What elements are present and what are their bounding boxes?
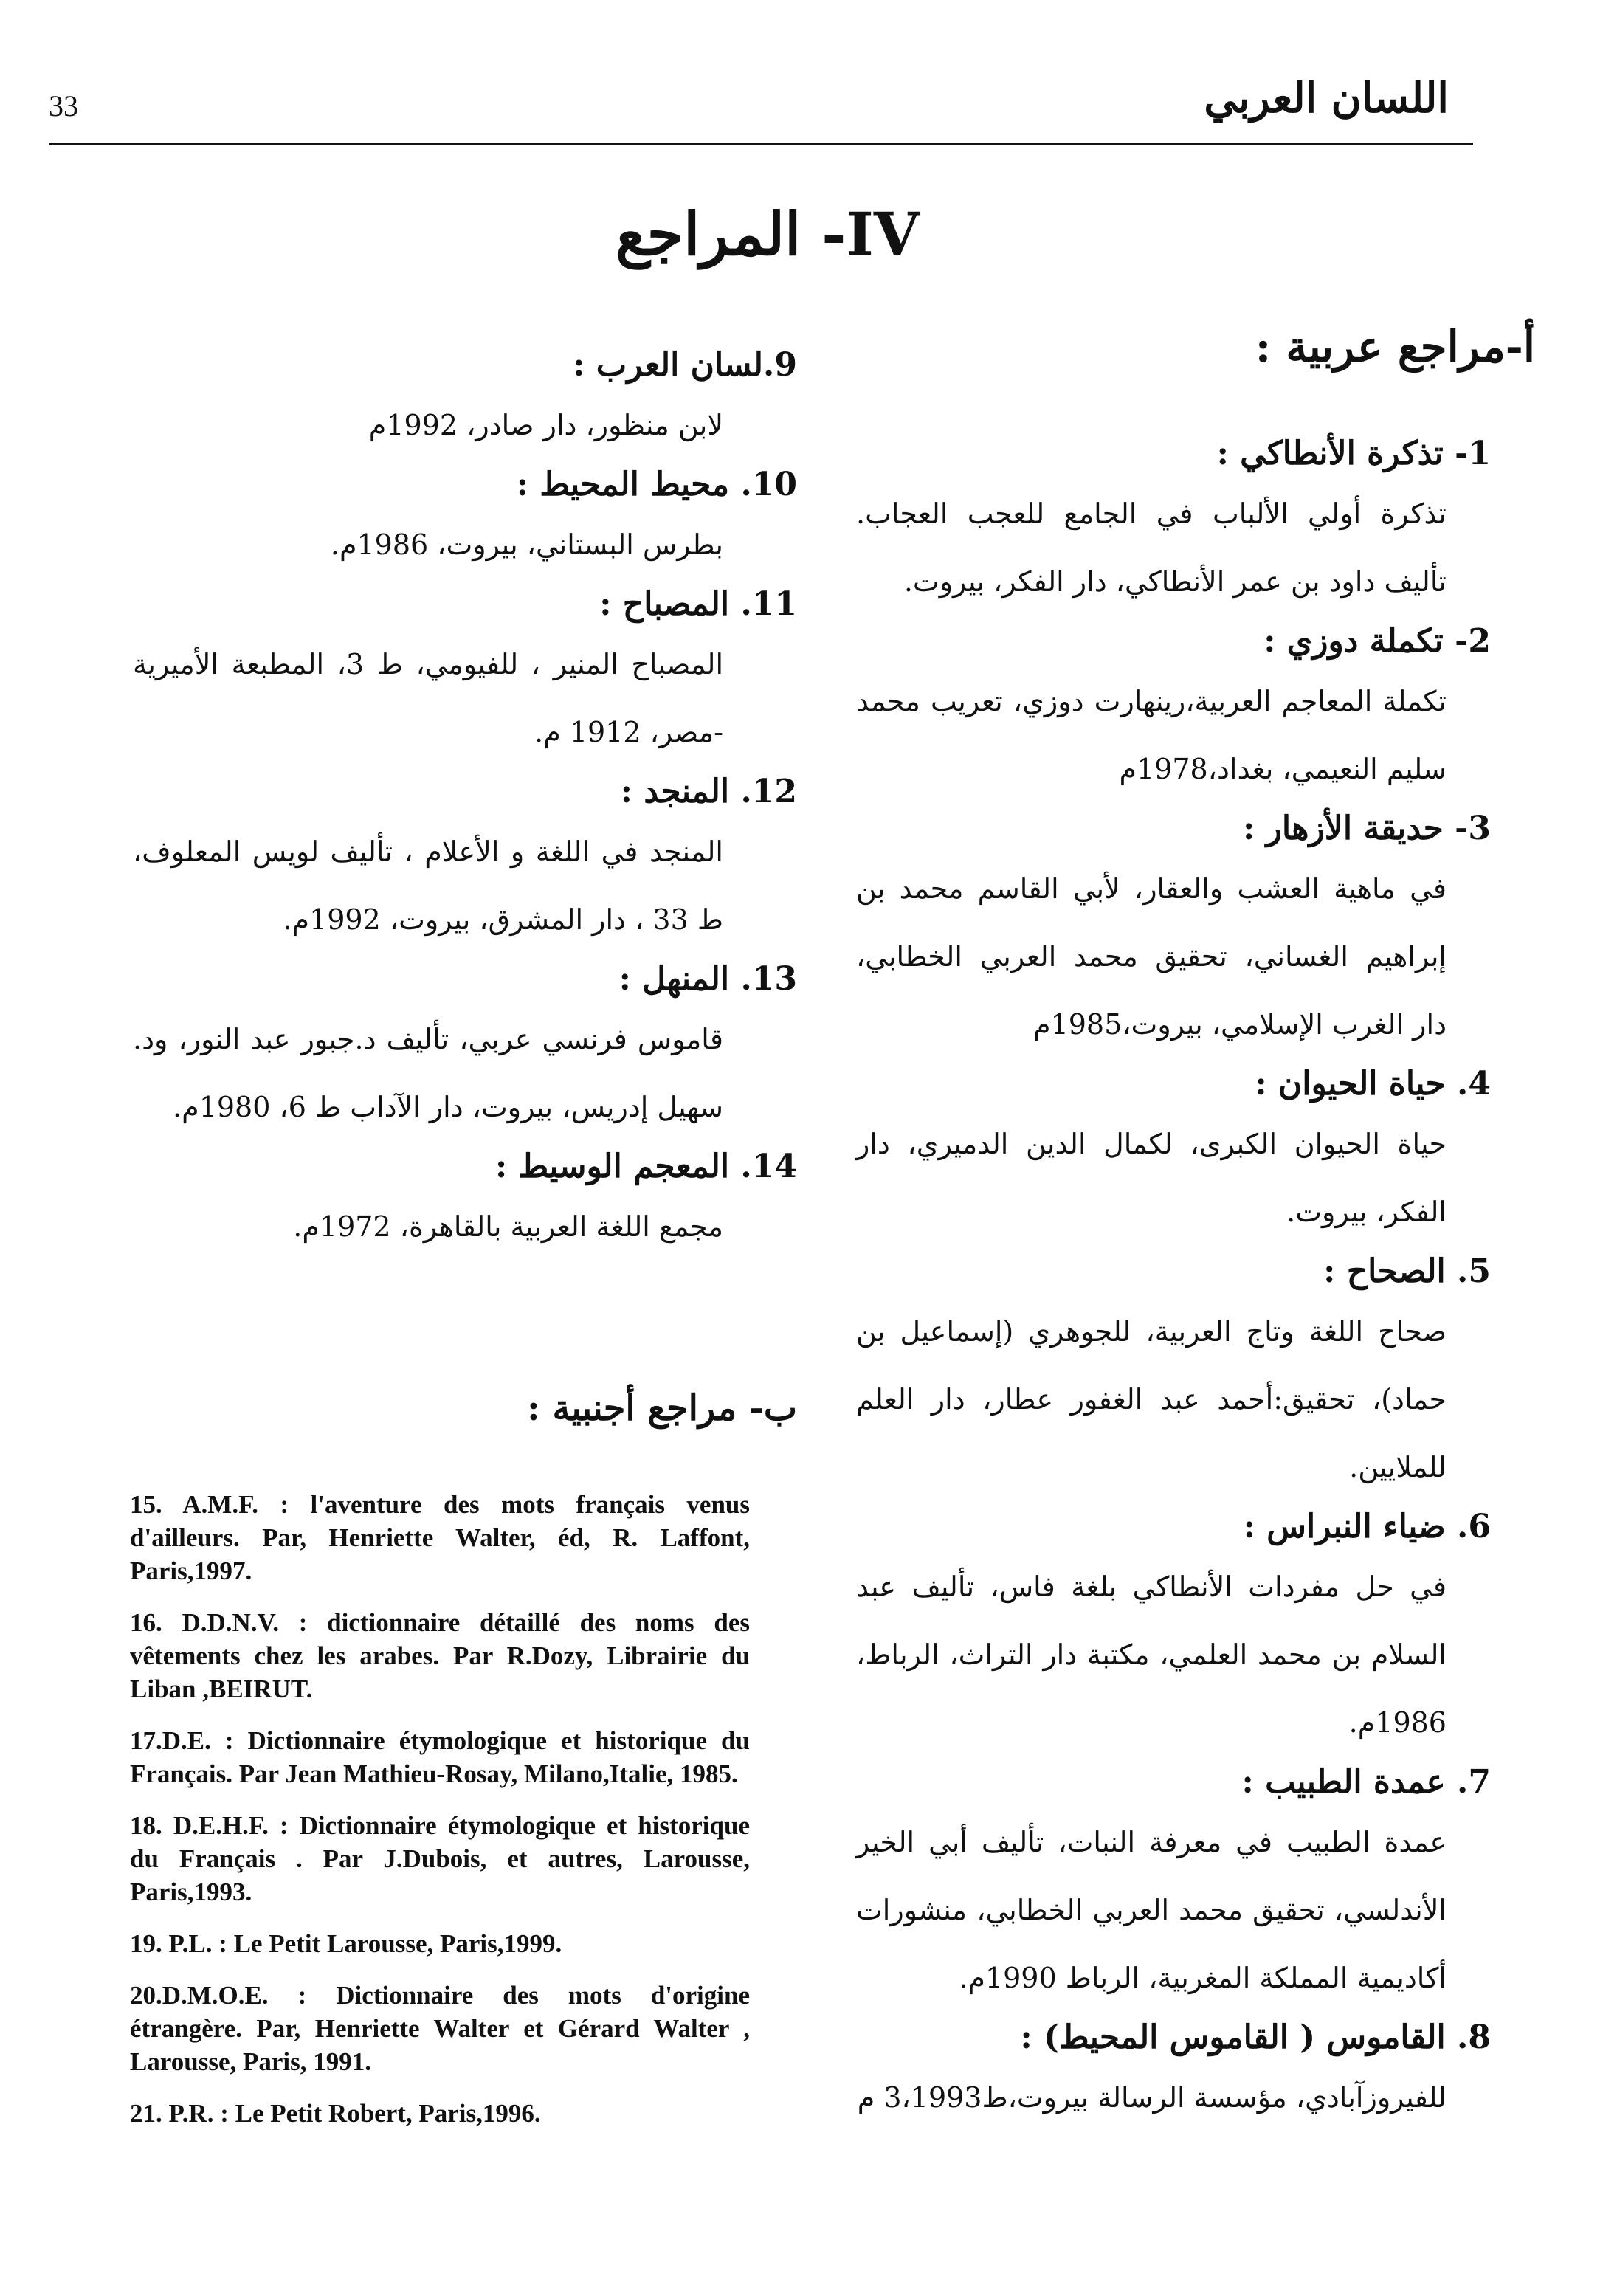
foreign-reference: 16. D.D.N.V. : dictionnaire détaillé des noms des vêtements chez les arabes. Par R.Dozy, Librairie du Liban ,BEIRUT. (130, 1608, 750, 1703)
foreign-reference: 15. A.M.F. : l'aventure des mots français venus d'ailleurs. Par, Henriette Walter, éd, R. Laffont, Paris,1997. (130, 1490, 750, 1585)
reference-title: 13. المنهل : (618, 960, 797, 998)
arabic-references-column-right (856, 317, 1535, 2131)
reference-title: 7. عمدة الطبيب : (1241, 1763, 1491, 1801)
reference-entry (133, 954, 797, 1141)
reference-entry (856, 1757, 1535, 2012)
main-heading-text: المراجع (616, 199, 801, 269)
main-heading-separator: - (821, 199, 847, 269)
foreign-references-list (130, 1488, 750, 2148)
main-heading-numeral: IV (846, 199, 920, 269)
foreign-reference: 19. P.L. : Le Petit Larousse, Paris,1999. (130, 1929, 562, 1958)
reference-title: 11. المصباح : (599, 585, 797, 623)
reference-title: 8. القاموس ( القاموس المحيط) : (1020, 2019, 1491, 2056)
reference-body: لابن منظور، دار صادر، 1992م (368, 409, 723, 441)
arabic-references-column-left (133, 339, 797, 1261)
foreign-reference: 18. D.E.H.F. : Dictionnaire étymologique et historique du Français . Par J.Dubois, et autres, Larousse, Paris,1993. (130, 1811, 750, 1906)
reference-title: 12. المنجد : (620, 773, 797, 810)
reference-entry (856, 616, 1535, 803)
reference-title: 6. ضياء النبراس : (1243, 1508, 1491, 1545)
reference-body: تكملة المعاجم العربية،رينهارت دوزي، تعريب محمد سليم النعيمي، بغداد،1978م (856, 685, 1447, 785)
reference-body: قاموس فرنسي عربي، تأليف د.جبور عبد النور، ود. سهيل إدريس، بيروت، دار الآداب ط 6، 1980م. (133, 1023, 723, 1123)
reference-title: 5. الصحاح : (1323, 1252, 1491, 1290)
reference-body: المنجد في اللغة و الأعلام ، تأليف لويس المعلوف، ط 33 ، دار المشرق، بيروت، 1992م. (133, 835, 723, 936)
foreign-reference: 17.D.E. : Dictionnaire étymologique et historique du Français. Par Jean Mathieu-Rosay, Milano,Italie, 1985. (130, 1726, 750, 1788)
reference-body: حياة الحيوان الكبرى، لكمال الدين الدميري، دار الفكر، بيروت. (856, 1128, 1447, 1228)
main-heading (605, 199, 930, 269)
reference-body: عمدة الطبيب في معرفة النبات، تأليف أبي الخير الأندلسي، تحقيق محمد العربي الخطابي، منشورات أكاديمية المملكة المغربية، الرباط 1990م. (856, 1826, 1447, 1994)
foreign-reference: 20.D.M.O.E. : Dictionnaire des mots d'origine étrangère. Par, Henriette Walter et Gérard Walter , Larousse, Paris, 1991. (130, 1981, 750, 2076)
reference-title: 14. المعجم الوسيط : (494, 1148, 797, 1185)
reference-body: المصباح المنير ، للفيومي، ط 3، المطبعة الأميرية -مصر، 1912 م. (133, 648, 723, 748)
reference-title: 3- حديقة الأزهار : (1243, 810, 1491, 847)
reference-entry (856, 1058, 1535, 1246)
reference-entry (856, 1501, 1535, 1757)
journal-title: اللسان العربي (1204, 74, 1449, 123)
reference-entry (133, 579, 797, 766)
reference-entry (856, 803, 1535, 1058)
reference-body: للفيروزآبادي، مؤسسة الرسالة بيروت،ط3،1993 م (857, 2081, 1447, 2114)
reference-body: صحاح اللغة وتاج العربية، للجوهري (إسماعيل بن حماد)، تحقيق:أحمد عبد الغفور عطار، دار العلم للملايين. (856, 1315, 1447, 1483)
foreign-references-heading: ب- مراجع أجنبية : (527, 1387, 797, 1429)
reference-entry (133, 339, 797, 459)
reference-title: 10. محيط المحيط : (516, 466, 797, 503)
page-number: 33 (49, 89, 78, 123)
header-rule (49, 143, 1473, 145)
reference-body: بطرس البستاني، بيروت، 1986م. (330, 528, 723, 561)
reference-title: 2- تكملة دوزي : (1263, 622, 1491, 660)
reference-body: تذكرة أولي الألباب في الجامع للعجب العجاب. تأليف داود بن عمر الأنطاكي، دار الفكر، بيروت. (856, 497, 1447, 598)
reference-title: 4. حياة الحيوان : (1255, 1065, 1491, 1103)
reference-entry (856, 428, 1535, 616)
reference-body: في حل مفردات الأنطاكي بلغة فاس، تأليف عبد السلام بن محمد العلمي، مكتبة دار التراث، الرباط، 1986م. (856, 1571, 1447, 1739)
reference-title: 9.لسان العرب : (573, 346, 797, 384)
reference-body: في ماهية العشب والعقار، لأبي القاسم محمد بن إبراهيم الغساني، تحقيق محمد العربي الخطابي، دار الغرب الإسلامي، بيروت،1985م (856, 872, 1447, 1041)
reference-entry (133, 1141, 797, 1261)
reference-entry (856, 1246, 1535, 1501)
foreign-reference: 21. P.R. : Le Petit Robert, Paris,1996. (130, 2099, 541, 2128)
reference-entry (133, 459, 797, 579)
arabic-references-heading: أ-مراجع عربية : (1255, 322, 1535, 372)
reference-title: 1- تذكرة الأنطاكي : (1216, 435, 1491, 472)
reference-body: مجمع اللغة العربية بالقاهرة، 1972م. (293, 1210, 723, 1243)
reference-entry (133, 766, 797, 954)
reference-entry (856, 2012, 1535, 2131)
